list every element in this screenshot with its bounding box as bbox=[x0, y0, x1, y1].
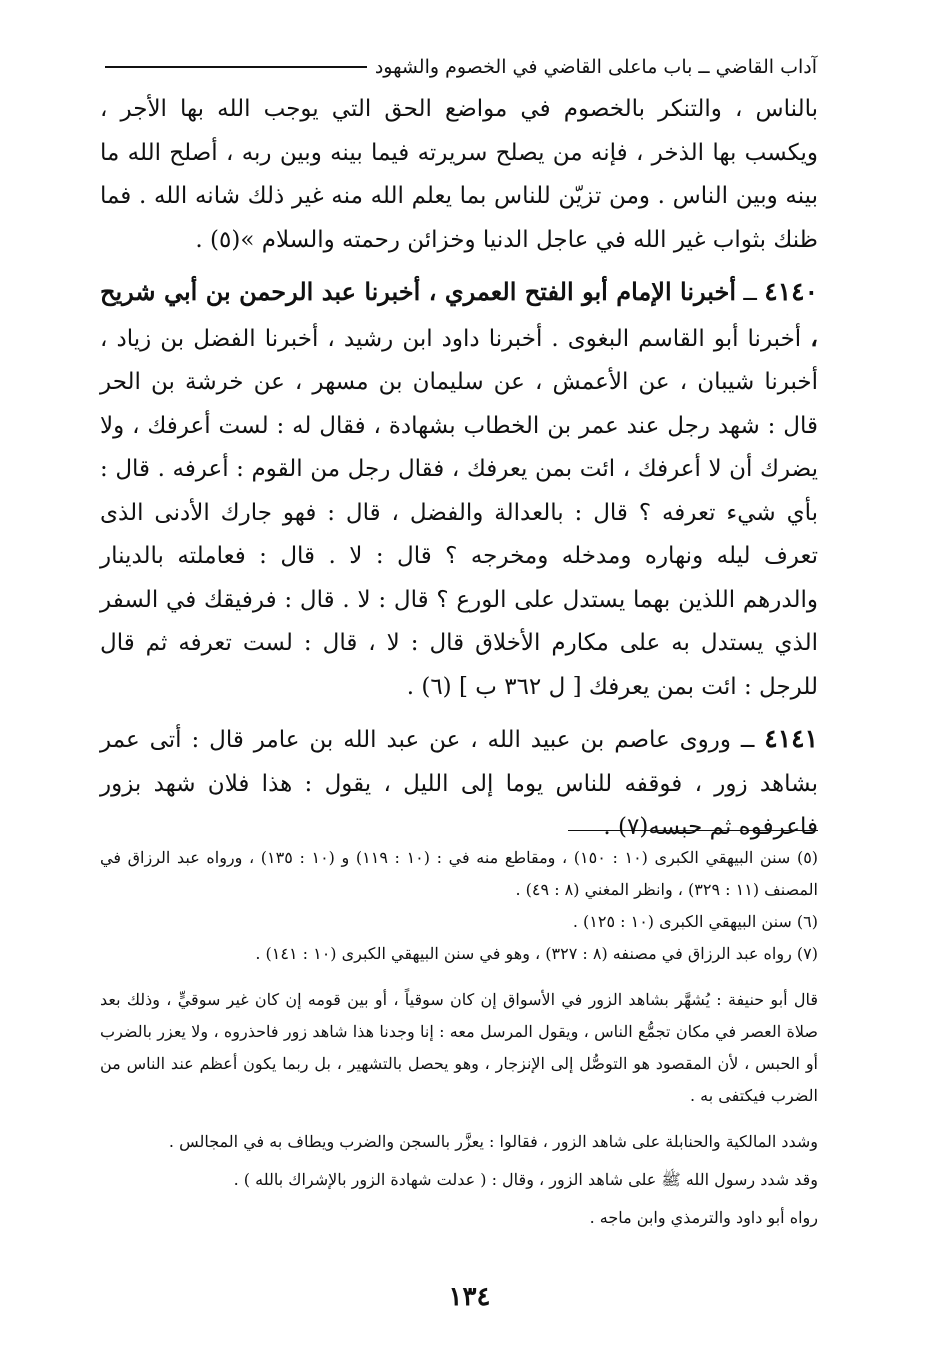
footnote-5: (٥) سنن البيهقي الكبرى (١٠ : ١٥٠) ، ومقاطع منه في : (١٠ : ١١٩) و (١٠ : ١٣٥) ، ورواه عبد الرزاق في المصنف (١١ : ٣٢٩) ، وانظر المغني (٨ : ٤٩) . bbox=[100, 848, 819, 899]
continuation-paragraph: بالناس ، والتنكر بالخصوم في مواضع الحق التي يوجب الله بها الأجر ، ويكسب بها الذخر ، فإنه من يصلح سريرته فيما بينه وبين ربه ، أصلح الله ما بينه وبين الناس . ومن تزيّن للناس بما يعلم الله منه غير ذلك شانه الله . فما ظنك بثواب غير الله في عاجل الدنيا وخزائن رحمته والسلام »(٥) . bbox=[100, 96, 818, 253]
hadith-dash: ــ bbox=[730, 727, 765, 753]
hadith-number: ٤١٤١ bbox=[764, 724, 818, 753]
hadith-text: أخبرنا أبو القاسم البغوى . أخبرنا داود ابن رشيد ، أخبرنا الفضل بن زياد ، أخبرنا شيبان ، عن الأعمش ، عن سليمان بن مسهر ، عن خرشة بن الحر قال : شهد رجل عند عمر بن الخطاب بشهادة ، فقال له : لست أعرفك ، ولا يضرك أن لا أعرفك ، ائت بمن يعرفك ، فقال رجل من القوم : أعرفه . قال : بأي شيء تعرفه ؟ قال : بالعدالة والفضل ، قال : فهو جارك الأدنى الذى تعرف ليله ونهاره ومدخله ومخرجه ؟ قال : لا . قال : فعاملته بالدينار والدرهم اللذين بهما يستدل على الورع ؟ قال : لا . قال : فرفيقك في السفر الذي يستدل به على مكارم الأخلاق قال : لا ، قال : لست تعرفه ثم قال للرجل : ائت بمن يعرفك [ ل ٣٦٢ ب ] (٦) . bbox=[100, 325, 818, 700]
running-header-title: آداب القاضي ــ باب ماعلى القاضي في الخصوم والشهود bbox=[374, 56, 817, 78]
hadith-number: ٤١٤٠ bbox=[764, 277, 818, 306]
page-header bbox=[105, 56, 817, 78]
note-abu-hanifa: قال أبو حنيفة : يُشهَّر بشاهد الزور في الأسواق إن كان سوقياً ، أو بين قومه إن كان غير سوقيٍّ ، وذلك بعد صلاة العصر في مكان تجمُّع الناس ، ويقول المرسل معه : إنا وجدنا هذا شاهد زور فاحذروه ، ولا يعزر بالضرب أو الحبس ، لأن المقصود هو التوصُّل إلى الإنزجار ، وهو يحصل بالتشهير ، بل ربما يكون أعظم عند الناس من الضرب فيكتفى به . bbox=[100, 990, 818, 1105]
main-text bbox=[100, 88, 818, 850]
hadith-4140 bbox=[100, 270, 818, 709]
footnotes bbox=[100, 842, 818, 1234]
note-prophet: وقد شدد رسول الله ﷺ على شاهد الزور ، وقال : ( عدلت شهادة الزور بالإشراك بالله ) . bbox=[233, 1170, 818, 1189]
footnote-6: (٦) سنن البيهقي الكبرى (١٠ : ١٢٥) . bbox=[572, 912, 818, 931]
hadith-dash: ــ bbox=[736, 280, 765, 306]
footnote-7: (٧) رواه عبد الرزاق في مصنفه (٨ : ٣٢٧) ، وهو في سنن البيهقي الكبرى (١٠ : ١٤١) . bbox=[255, 944, 818, 963]
hadith-chain-lead: أخبرنا الإمام أبو الفتح العمري ، أخبرنا عبد الرحمن بن أبي شريح ، bbox=[100, 277, 818, 352]
footnote-rule bbox=[568, 830, 818, 831]
header-rule bbox=[105, 66, 367, 68]
note-narrated: رواه أبو داود والترمذي وابن ماجه . bbox=[589, 1208, 818, 1227]
note-maliki: وشدد المالكية والحنابلة على شاهد الزور ، فقالوا : يعزَّر بالسجن والضرب ويطاف به في المجالس . bbox=[168, 1132, 818, 1151]
page-number: ١٣٤ bbox=[448, 1282, 491, 1312]
hadith-text: وروى عاصم بن عبيد الله ، عن عبد الله بن عامر قال : أتى عمر بشاهد زور ، فوقفه للناس يوما إلى الليل ، يقول : هذا فلان شهد بزور فاعرفوه ثم حبسه(٧) . bbox=[100, 727, 818, 840]
